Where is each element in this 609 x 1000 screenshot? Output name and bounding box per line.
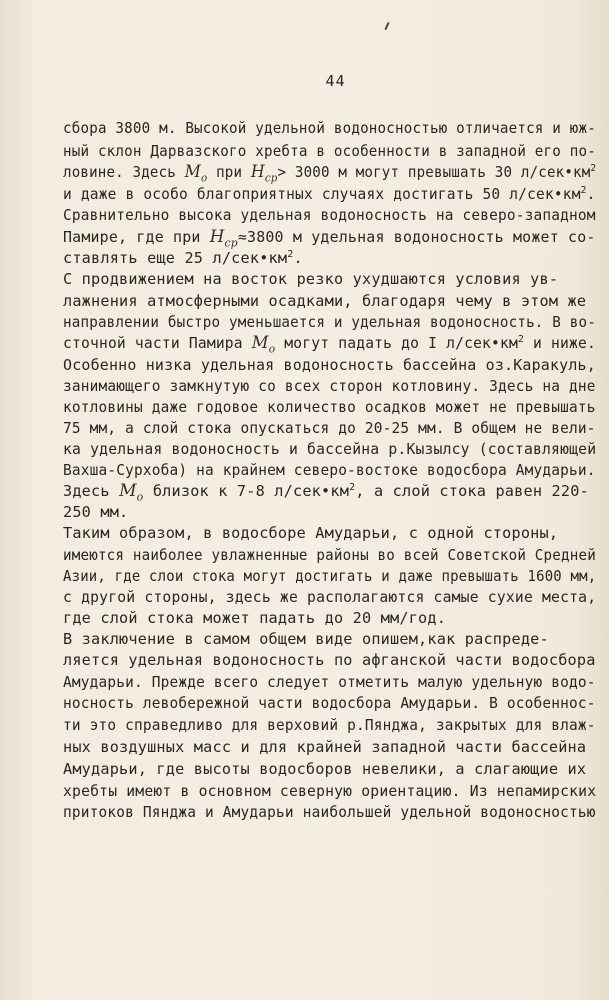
- text-segment: и даже в особо благоприятных случаях достигать 50 л/сек•км: [63, 185, 581, 203]
- text-segment: ставлять еще 25 л/сек•км: [63, 249, 288, 267]
- text-line: 250 мм.: [63, 503, 129, 521]
- text-line: Амударьи. Прежде всего следует отметить малую удельную водо-: [63, 673, 596, 691]
- symbol-subscript: o: [268, 342, 276, 356]
- text-segment: и ниже.: [524, 334, 596, 352]
- text-line: ка удельная водоносность и бассейна р.Кызылсу (составляющей: [63, 440, 597, 458]
- handwritten-symbol: [184, 162, 208, 185]
- text-line: ный склон Дарвазского хребта в особенности в западной его по-: [63, 142, 596, 160]
- text-line: [63, 163, 596, 187]
- text-segment: при: [207, 163, 251, 181]
- symbol-subscript: ср: [264, 171, 278, 185]
- text-segment: Памире, где при: [63, 228, 210, 246]
- text-line: [63, 249, 303, 267]
- text-line: носность левобережной части водосбора Амударьи. В особеннос-: [63, 694, 596, 712]
- text-segment: близок к 7-8 л/сек•км: [143, 482, 350, 500]
- text-line: С продвижением на восток резко ухудшаются условия ув-: [63, 270, 559, 288]
- text-segment: могут падать до I л/сек•км: [275, 334, 519, 352]
- text-line: котловины даже годовое количество осадков может не превышать: [63, 398, 596, 416]
- text-line: занимающего замкнутую со всех сторон котловину. Здесь на дне: [63, 377, 596, 395]
- symbol-letter: H: [250, 162, 265, 182]
- superscript: 2: [518, 333, 525, 345]
- handwritten-symbol: [119, 481, 144, 504]
- text-line: где слой стока может падать до 20 мм/год.: [63, 609, 447, 627]
- pen-mark: [384, 22, 389, 30]
- page-number: 44: [325, 72, 346, 90]
- text-line: [63, 334, 596, 358]
- text-segment: Здесь: [63, 482, 120, 500]
- text-line: Сравнительно высока удельная водоносность на северо-западном: [63, 206, 596, 224]
- symbol-letter: H: [209, 227, 225, 247]
- symbol-subscript: o: [201, 171, 208, 185]
- text-line: 75 мм, а слой стока опускаться до 20-25 мм. В общем не вели-: [63, 419, 596, 437]
- text-line: Таким образом, в водосборе Амударьи, с одной стороны,: [63, 524, 559, 542]
- text-segment: , а слой стока равен 220-: [355, 482, 589, 500]
- text-line: сбора 3800 м. Высокой удельной водоносностью отличается и юж-: [63, 119, 596, 137]
- text-segment: .: [586, 185, 596, 203]
- handwritten-symbol: [250, 162, 278, 185]
- text-line: имеются наиболее увлажненные районы во всей Советской Средней: [63, 546, 596, 564]
- symbol-letter: M: [184, 162, 202, 182]
- text-line: Особенно низка удельная водоносность бассейна оз.Каракуль,: [63, 356, 596, 374]
- text-line: ти это справедливо для верховий р.Пянджа, закрытых для влаж-: [63, 716, 596, 734]
- symbol-letter: M: [251, 333, 269, 353]
- symbol-subscript: ср: [224, 236, 238, 250]
- text-line: лажнения атмосферными осадками, благодаря чему в этом же: [63, 292, 587, 310]
- text-segment: > 3000 м могут превышать 30 л/сек•км: [277, 163, 591, 181]
- text-line: [63, 482, 589, 506]
- text-segment: ≈3800 м удельная водоносность может со-: [237, 228, 596, 246]
- text-line: В заключение в самом общем виде опишем,как распреде-: [63, 630, 549, 648]
- symbol-letter: M: [119, 481, 137, 501]
- text-line: ных воздушных масс и для крайней западной части бассейна: [63, 738, 587, 756]
- handwritten-symbol: [209, 227, 238, 250]
- superscript: 2: [580, 184, 587, 196]
- text-line: притоков Пянджа и Амударьи наибольшей удельной водоносностью: [63, 803, 596, 821]
- text-line: направлении быстро уменьшается и удельная водоносность. В во-: [63, 313, 596, 331]
- text-line: хребты имеют в основном северную ориентацию. Из непамирских: [63, 782, 597, 800]
- superscript: 2: [590, 162, 597, 174]
- superscript: 2: [287, 248, 294, 260]
- handwritten-symbol: [251, 333, 276, 356]
- text-line: [63, 185, 596, 203]
- text-line: с другой стороны, здесь же располагаются самые сухие места,: [63, 588, 597, 606]
- text-line: ляется удельная водоносность по афганской части водосбора: [63, 651, 596, 669]
- text-segment: ловине. Здесь: [63, 163, 185, 181]
- text-segment: .: [293, 249, 303, 267]
- text-line: Амударьи, где высоты водосборов невелики, а слагающие их: [63, 760, 587, 778]
- superscript: 2: [349, 481, 356, 493]
- text-segment: сточной части Памира: [63, 334, 252, 352]
- text-line: Вахша-Сурхоба) на крайнем северо-востоке водосбора Амударьи.: [63, 461, 596, 479]
- symbol-subscript: o: [136, 490, 144, 504]
- text-line: Азии, где слои стока могут достигать и даже превышать 1600 мм,: [63, 567, 597, 585]
